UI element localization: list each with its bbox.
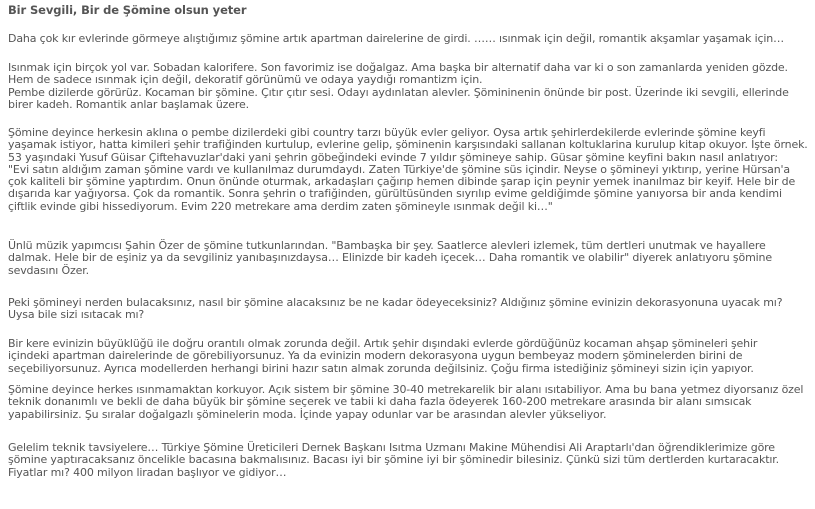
- article-title: Bir Sevgili, Bir de Şömine olsun yeter: [8, 3, 247, 17]
- paragraph-line: birer kadeh. Romantik anlar başlamak üzere.: [8, 97, 249, 111]
- paragraph-line: sevdasını Özer.: [8, 263, 90, 277]
- paragraph-heating-capacity: [8, 384, 808, 421]
- paragraph-line: Isınmak için birçok yol var. Sobadan kalorifere. Son favorimiz ise doğalgaz. Ama başka bir alternatif daha var ki o son zamanlarda yeniden gözde.: [8, 61, 788, 74]
- paragraph-intro: [8, 33, 808, 45]
- paragraph-line: Daha çok kır evlerinde görmeye alıştığımız şömine artık apartman dairelerine de girdi. …… ısınmak için değil, romantik akşamlar yaşamak için…: [8, 32, 784, 45]
- paragraph-line: Bir kere evinizin büyüklüğü ile doğru orantılı olmak zorunda değil. Artık şehir dışındaki evlerde gördüğünüz kocaman ahşap şömineleri şehir: [8, 337, 758, 350]
- paragraph-line: Ünlü müzik yapımcısı Şahin Özer de şömine tutkunlarından. "Bambaşka bir şey. Saatlerce alevleri izlemek, tüm dertleri unutmak ve hayallere: [8, 239, 766, 252]
- paragraph-music-producer: [8, 240, 808, 277]
- paragraph-line: çok kaliteli bir şömine yaptırdım. Onun önünde oturmak, arkadaşları çağırıp hemen dibinde şarap için peynir yemek inanılmaz bir keyif. Hele bir de: [8, 175, 796, 189]
- paragraph-line: Şömine deyince herkes ısınmamaktan korkuyor. Açık sistem bir şömine 30-40 metrekarelik bir alanı ısıtabiliyor. Ama bu bana yetmez diyorsanız özel: [8, 383, 804, 396]
- paragraph-line: çiftlik evinde gibi hissediyorum. Evim 220 metrekare ama derdim zaten şömineyle ısınmak değil ki…": [8, 199, 553, 213]
- paragraph-line: yaşamak istiyor, hatta kimileri şehir trafiğinden kurtulup, evlerine gelip, şöminenin karşısındaki sallanan koltuklarina kurulup kitap okuyor. İşte örnek.: [8, 138, 808, 152]
- paragraph-line: Pembe dizilerde görürüz. Kocaman bir şömine. Çıtır çıtır sesi. Odayı aydınlatan alevler. Şömininenin önünde bir post. Üzerinde iki sevgili, ellerinde: [8, 85, 789, 99]
- paragraph-line: şömine yaptıracaksanız öncelikle bacasına bakmalısınız. Bacası iyi bir şömine iyi bir şöminedir bilesiniz. Çünkü sizi tüm dertlerden kurtaracaktır.: [8, 453, 780, 467]
- paragraph-line: Gelelim teknik tavsiyelere… Türkiye Şömine Üreticileri Dernek Başkanı Isıtma Uzmanı Makine Mühendisi Ali Araptarlı'dan öğrendiklerimize göre: [8, 441, 775, 454]
- paragraph-line: içindeki apartman dairelerinde de görebiliyorsunuz. Ya da evinizin modern dekorasyona uygun bembeyaz modern şöminelerden birini de: [8, 349, 743, 363]
- paragraph-country-homes: [8, 127, 808, 213]
- paragraph-line: dalmak. Hele bir de eşiniz ya da sevgiliniz yanıbaşınızdaysa… Elinizde bir kadeh içecek… Daha romantik ve olabilir" diyerek anlatıyoru şömine: [8, 251, 772, 265]
- paragraph-line: Şömine deyince herkesin aklına o pembe dizilerdeki gibi country tarzı büyük evler geliyor. Oysa artık şehirlerdekilerde evlerinde şömine keyfi: [8, 126, 766, 139]
- paragraph-line: 53 yaşındaki Yusuf Güisar Çiftehavuzlar'daki yani şehrin göbeğindeki evinde 7 yıldır şömineye sahip. Güsar şömine keyfini bakın nasıl anlatıyor:: [8, 150, 778, 164]
- paragraph-line: "Evi satın aldığım zaman şömine vardı ve kullanılmaz durumdaydı. Zaten Türkiye'de şömine süs içindir. Neyse o şömineyi yıktırıp, yerine Hürsan'a: [8, 162, 791, 176]
- paragraph-line: Hem de sadece ısınmak için değil, dekoratif görünümü ve odaya yaydığı romantizm için.: [8, 73, 483, 87]
- paragraph-line: teknik donanımlı ve bekli de daha büyük bir şömine seçerek ve tabii ki daha fazla ödeyerek 160-200 metrekare arasında bir alanı sımsıcak: [8, 395, 752, 409]
- paragraph-technical-advice: [8, 442, 808, 479]
- paragraph-line: Uysa bile sizi ısıtacak mı?: [8, 308, 145, 322]
- paragraph-questions: [8, 297, 808, 322]
- paragraph-line: Peki şömineyi nerden bulacaksınız, nasıl bir şömine alacaksınız be ne kadar ödeyeceksiniz? Aldığınız şömine evinizin dekorasyonuna uyacak mı?: [8, 296, 783, 309]
- paragraph-line: seçebiliyorsunuz. Ayrıca modellerden herhangi birini hazır satın almak zorunda değilsiniz. Çoğu firma istediğiniz şömineyi sizin için yapıyor.: [8, 361, 754, 375]
- paragraph-line: yapabilirsiniz. Şu sıralar doğalgazlı şöminelerin moda. İçinde yapay odunlar var be arasından alevler yükseliyor.: [8, 407, 607, 421]
- paragraph-heating: [8, 62, 808, 111]
- paragraph-size: [8, 338, 808, 375]
- paragraph-line: dışarıda kar yağıyorsa. Çok da romantik. Sonra şehrin o trafiğinden, gürültüsünden sıyrılıp evime geldiğimde şömine yanıyorsa bir anda kendimi: [8, 187, 782, 201]
- paragraph-line: Fiyatlar mı? 400 milyon liradan başlıyor ve gidiyor…: [8, 465, 287, 479]
